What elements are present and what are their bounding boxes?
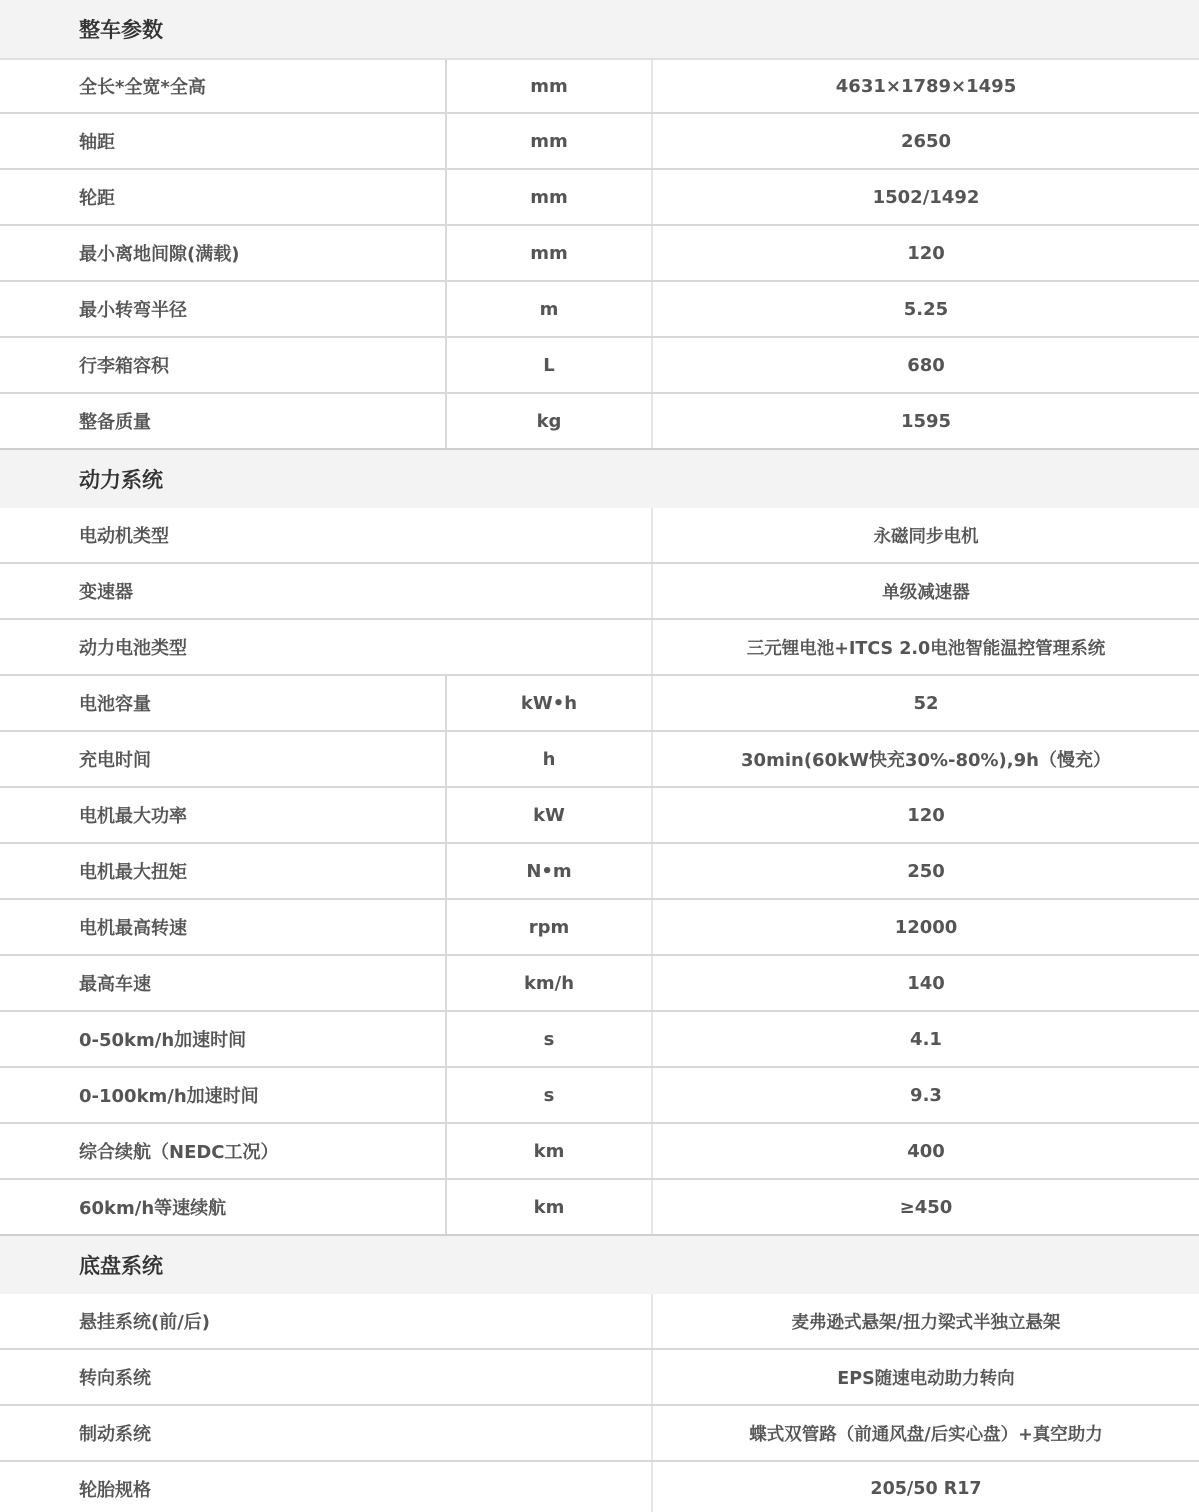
row-value: 30min(60kW快充30%-80%),9h（慢充） xyxy=(741,750,1111,771)
table-row xyxy=(0,114,1199,170)
row-unit: mm xyxy=(447,170,653,224)
section-header-vehicle: 整车参数 xyxy=(0,0,1199,58)
table-row xyxy=(0,844,1199,900)
table-row xyxy=(0,788,1199,844)
row-value: ≥450 xyxy=(899,1196,953,1218)
table-row xyxy=(0,1124,1199,1180)
row-label: 最高车速 xyxy=(0,956,447,1010)
table-row xyxy=(0,956,1199,1012)
row-label: 最小转弯半径 xyxy=(0,282,447,336)
row-label: 电机最大扭矩 xyxy=(0,844,447,898)
row-value: 1595 xyxy=(900,410,952,432)
table-row xyxy=(0,226,1199,282)
row-value: 三元锂电池+ITCS 2.0电池智能温控管理系统 xyxy=(746,638,1106,659)
row-label: 电机最高转速 xyxy=(0,900,447,954)
section-header-powertrain: 动力系统 xyxy=(0,450,1199,508)
table-row xyxy=(0,508,1199,564)
table-row xyxy=(0,282,1199,338)
row-value: 9.3 xyxy=(910,1084,942,1106)
row-unit: mm xyxy=(447,60,653,112)
row-label: 电机最大功率 xyxy=(0,788,447,842)
table-row xyxy=(0,1294,1199,1350)
table-row xyxy=(0,170,1199,226)
row-label: 轴距 xyxy=(0,114,447,168)
row-label: 轮距 xyxy=(0,170,447,224)
row-value: 4631×1789×1495 xyxy=(835,75,1017,97)
row-unit: mm xyxy=(447,114,653,168)
row-value: 52 xyxy=(913,692,939,714)
row-unit: m xyxy=(447,282,653,336)
row-value: EPS随速电动助力转向 xyxy=(837,1368,1015,1389)
row-label: 充电时间 xyxy=(0,732,447,786)
row-label: 悬挂系统(前/后) xyxy=(0,1294,653,1348)
row-unit: rpm xyxy=(447,900,653,954)
row-unit: kW xyxy=(447,788,653,842)
row-label: 变速器 xyxy=(0,564,653,618)
row-value: 120 xyxy=(907,804,945,826)
table-row xyxy=(0,676,1199,732)
row-label: 0-50km/h加速时间 xyxy=(0,1012,447,1066)
row-label: 行李箱容积 xyxy=(0,338,447,392)
row-value: 140 xyxy=(907,972,945,994)
table-row xyxy=(0,564,1199,620)
table-row xyxy=(0,732,1199,788)
row-value: 1502/1492 xyxy=(872,186,980,208)
row-unit: mm xyxy=(447,226,653,280)
row-value: 680 xyxy=(907,354,945,376)
table-row xyxy=(0,620,1199,676)
row-value: 2650 xyxy=(900,130,952,152)
table-row xyxy=(0,58,1199,114)
row-label: 电池容量 xyxy=(0,676,447,730)
row-label: 制动系统 xyxy=(0,1406,653,1460)
table-row xyxy=(0,1012,1199,1068)
row-unit: L xyxy=(447,338,653,392)
row-unit: km xyxy=(447,1124,653,1178)
row-value: 永磁同步电机 xyxy=(873,526,979,547)
row-unit: km/h xyxy=(447,956,653,1010)
section-header-chassis: 底盘系统 xyxy=(0,1236,1199,1294)
row-value: 单级减速器 xyxy=(882,582,970,603)
table-row xyxy=(0,338,1199,394)
row-value: 4.1 xyxy=(910,1028,942,1050)
row-value: 120 xyxy=(907,242,945,264)
row-label: 电动机类型 xyxy=(0,508,653,562)
row-label: 60km/h等速续航 xyxy=(0,1180,447,1234)
row-value: 205/50 R17 xyxy=(870,1479,982,1499)
table-row xyxy=(0,900,1199,956)
row-label: 0-100km/h加速时间 xyxy=(0,1068,447,1122)
row-label: 转向系统 xyxy=(0,1350,653,1404)
row-value: 5.25 xyxy=(903,298,949,320)
row-unit: h xyxy=(447,732,653,786)
row-label: 综合续航（NEDC工况） xyxy=(0,1124,447,1178)
table-row xyxy=(0,1350,1199,1406)
row-unit: s xyxy=(447,1012,653,1066)
table-row xyxy=(0,1462,1199,1512)
row-unit: km xyxy=(447,1180,653,1234)
row-unit: kW•h xyxy=(447,676,653,730)
row-label: 整备质量 xyxy=(0,394,447,448)
table-row xyxy=(0,1180,1199,1236)
row-value: 12000 xyxy=(894,916,958,938)
row-label: 最小离地间隙(满载) xyxy=(0,226,447,280)
row-value: 蝶式双管路（前通风盘/后实心盘）+真空助力 xyxy=(749,1424,1103,1445)
row-label: 动力电池类型 xyxy=(0,620,653,674)
row-unit: N•m xyxy=(447,844,653,898)
table-row xyxy=(0,1068,1199,1124)
table-row xyxy=(0,1406,1199,1462)
row-value: 400 xyxy=(907,1140,945,1162)
table-row xyxy=(0,394,1199,450)
row-label: 全长*全宽*全高 xyxy=(0,60,447,112)
row-value: 250 xyxy=(907,860,945,882)
row-label: 轮胎规格 xyxy=(0,1462,653,1512)
row-value: 麦弗逊式悬架/扭力梁式半独立悬架 xyxy=(791,1312,1061,1333)
row-unit: s xyxy=(447,1068,653,1122)
row-unit: kg xyxy=(447,394,653,448)
